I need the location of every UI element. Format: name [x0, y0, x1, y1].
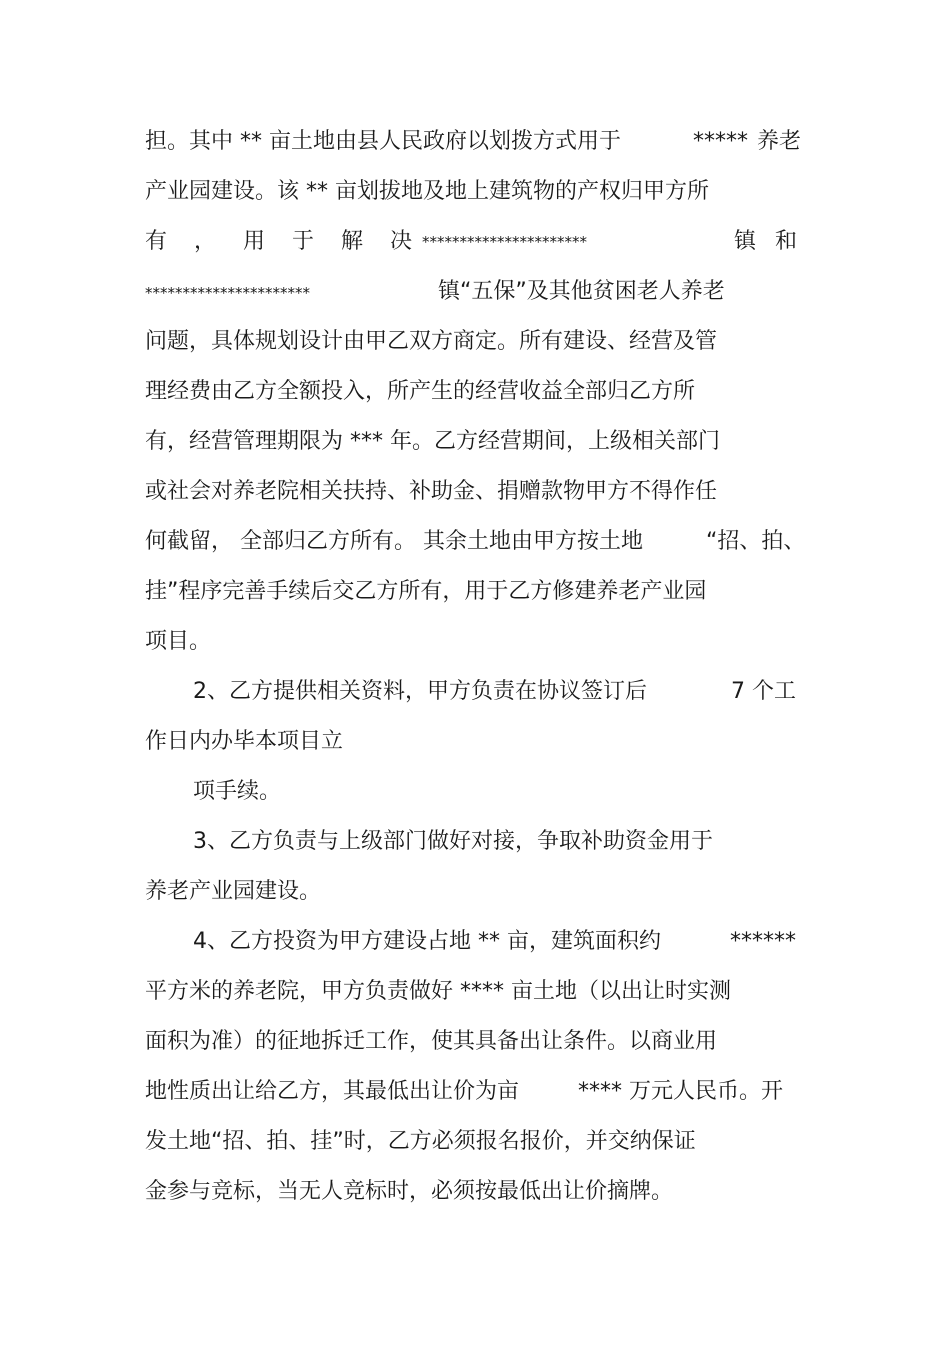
text-segment: 养老产业园建设。: [145, 879, 322, 904]
text-segment: 平方米的养老院，甲方负责做好 **** 亩土地（以出让时实测: [145, 979, 731, 1004]
text-segment: 镇“五保”及其他贫困老人养老: [438, 279, 725, 304]
text-segment: 担。其中 ** 亩土地由县人民政府以划拨方式用于: [145, 129, 621, 154]
text-line-11: [145, 627, 805, 657]
text-segment: 养老: [757, 129, 802, 154]
text-segment: **********************: [422, 233, 587, 251]
text-segment: 面积为准）的征地拆迁工作，使其具备出让条件。以商业用: [145, 1029, 718, 1054]
text-line-22: [145, 1177, 805, 1207]
text-segment: 金参与竞标，当无人竞标时，必须按最低出让价摘牌。: [145, 1179, 674, 1204]
text-segment: *****: [693, 129, 748, 154]
text-segment: 3、乙方负责与上级部门做好对接，争取补助资金用于: [193, 829, 713, 854]
text-line-12: [193, 677, 805, 707]
text-segment: 2、乙方提供相关资料，甲方负责在协议签订后: [193, 679, 647, 704]
text-segment: 镇 和: [734, 229, 803, 254]
text-line-6: [145, 377, 805, 407]
text-segment: 或社会对养老院相关扶持、补助金、捐赠款物甲方不得作任: [145, 479, 718, 504]
text-line-21: [145, 1127, 805, 1157]
text-segment: 项目。: [145, 629, 212, 654]
text-line-18: [145, 977, 805, 1007]
text-line-8: [145, 477, 805, 507]
text-segment: 挂”程序完善手续后交乙方所有，用于乙方修建养老产业园: [145, 579, 707, 604]
text-line-16: [145, 877, 805, 907]
text-line-19: [145, 1027, 805, 1057]
text-segment: 问题，具体规划设计由甲乙双方商定。所有建设、经营及管: [145, 329, 718, 354]
text-line-3: [145, 227, 805, 257]
text-line-7: [145, 427, 805, 457]
text-line-9: [145, 527, 805, 557]
text-segment: 发土地“招、拍、挂”时，乙方必须报名报价，并交纳保证: [145, 1129, 696, 1154]
text-line-4: [145, 277, 805, 308]
text-segment: “招、拍、: [706, 529, 806, 554]
text-line-2: [145, 177, 805, 207]
text-segment: 有，经营管理期限为 *** 年。乙方经营期间，上级相关部门: [145, 429, 720, 454]
text-line-17: [193, 927, 805, 957]
text-segment: **** 万元人民币。开: [578, 1079, 783, 1104]
text-segment: 作日内办毕本项目立: [145, 729, 344, 754]
text-line-1: [145, 127, 805, 157]
text-segment: 理经费由乙方全额投入，所产生的经营收益全部归乙方所: [145, 379, 696, 404]
text-segment: 产业园建设。该 ** 亩划拔地及地上建筑物的产权归甲方所: [145, 179, 709, 204]
text-segment: ******: [730, 929, 796, 954]
text-line-14: [193, 777, 805, 807]
text-line-5: [145, 327, 805, 357]
text-segment: 4、乙方投资为甲方建设占地 ** 亩，建筑面积约: [193, 929, 661, 954]
text-segment: 项手续。: [193, 779, 282, 804]
text-segment: 地性质出让给乙方，其最低出让价为亩: [145, 1079, 520, 1104]
text-segment: 有 ， 用 于 解 决: [145, 229, 422, 254]
text-line-20: [145, 1077, 805, 1107]
text-line-10: [145, 577, 805, 607]
text-line-13: [145, 727, 805, 757]
text-segment: 何截留， 全部归乙方所有。 其余土地由甲方按土地: [145, 529, 643, 554]
text-line-15: [193, 827, 805, 857]
text-segment: **********************: [145, 284, 310, 302]
text-segment: 7 个工: [731, 679, 796, 704]
